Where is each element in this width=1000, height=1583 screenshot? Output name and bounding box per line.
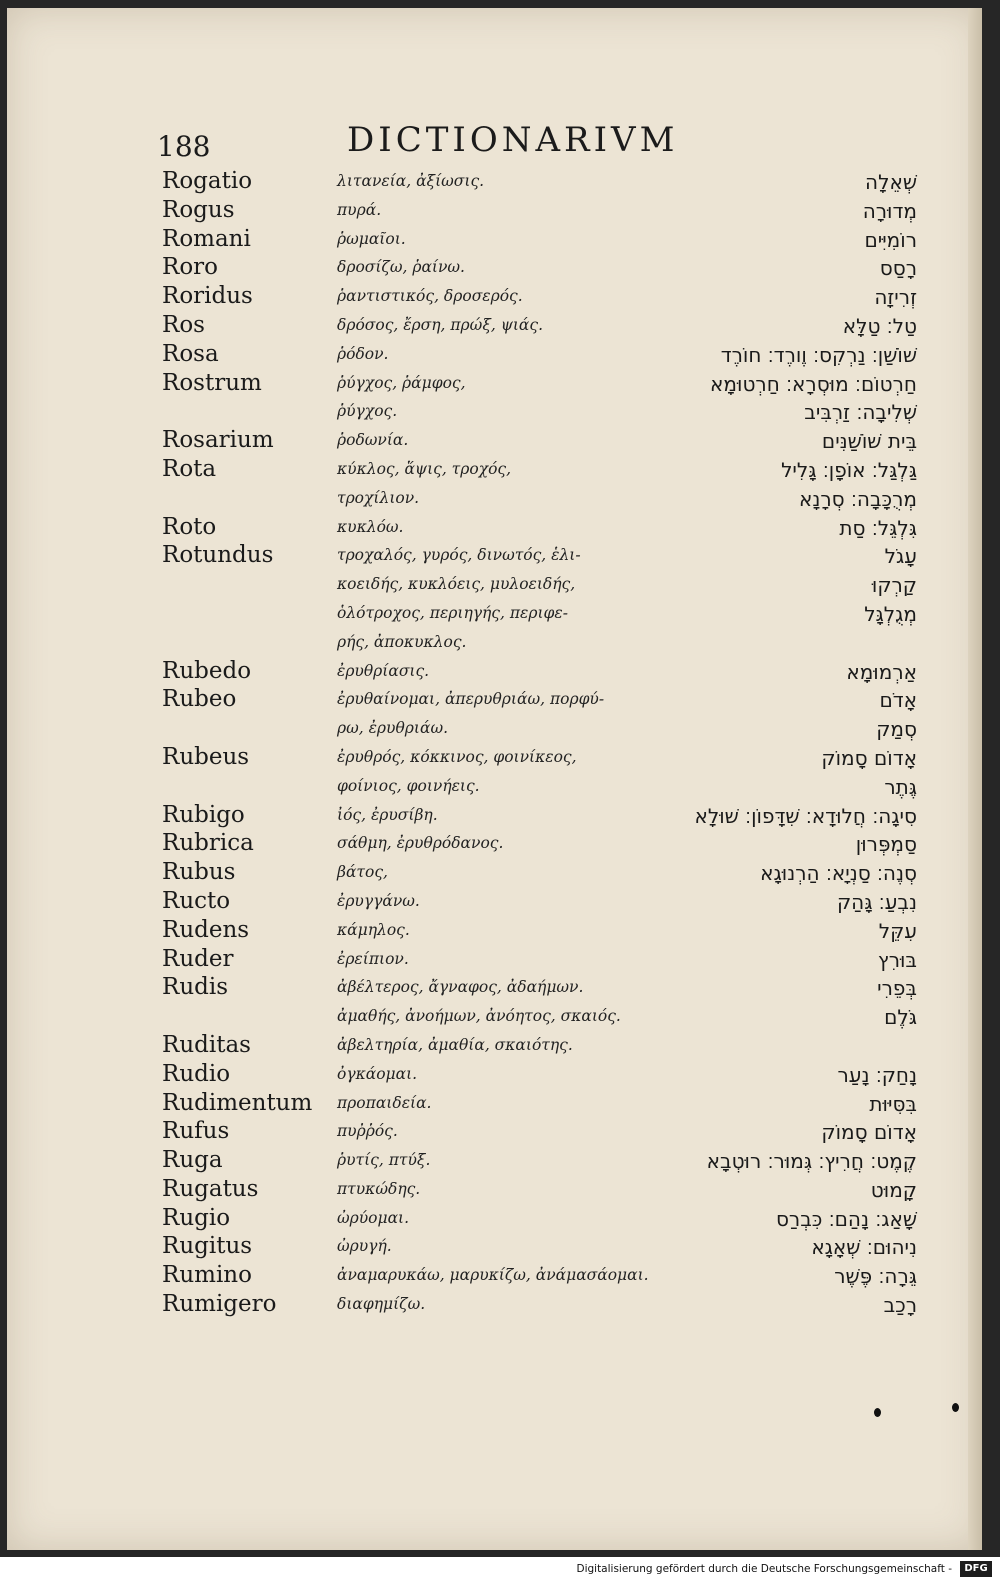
greek-gloss: ῥοδωνία. (337, 431, 409, 450)
latin-headword: Rogatio (162, 168, 253, 194)
dictionary-entry (7, 370, 982, 399)
dictionary-entry (7, 341, 982, 370)
dictionary-entry (7, 802, 982, 831)
greek-gloss: δροσίζω, ῥαίνω. (337, 258, 465, 277)
hebrew-gloss: סְנֶה׃ סַנְיָא׃ הַרְנוּגָא (760, 861, 917, 886)
hebrew-gloss: אַרְמוּמָא (846, 659, 917, 684)
dictionary-entry (7, 254, 982, 283)
hebrew-gloss: בְּפֵרִי (877, 976, 917, 1001)
dictionary-entry (7, 514, 982, 543)
greek-gloss: ὠρυγή. (337, 1237, 392, 1256)
hebrew-gloss: מְגֻלְגָּל (864, 601, 917, 626)
greek-gloss: ἐρυγγάνω. (337, 891, 420, 910)
dictionary-entry (7, 658, 982, 687)
latin-headword: Rugatus (162, 1175, 259, 1202)
dictionary-entry (7, 773, 982, 802)
greek-gloss: ρω, ἐρυθριάω. (337, 719, 449, 738)
dictionary-entry (7, 1118, 982, 1147)
footer-credit: Digitalisierung gefördert durch die Deutsche Forschungsgemeinschaft - (576, 1563, 952, 1575)
latin-headword: Rubrica (162, 830, 254, 857)
book-page (7, 8, 982, 1550)
dictionary-entry (7, 1032, 982, 1061)
dictionary-entry (7, 1176, 982, 1205)
greek-gloss: ῥυτίς, πτύξ. (337, 1151, 431, 1170)
latin-headword: Rubeus (162, 743, 250, 770)
greek-gloss: ἰός, ἐρυσίβη. (337, 805, 438, 824)
greek-gloss: ῥύγχος. (337, 402, 398, 421)
dictionary-entry (7, 1233, 982, 1262)
latin-headword: Rogus (162, 196, 235, 223)
hebrew-gloss: מְרֻכָּבָה׃ סְרָנָא (799, 486, 917, 511)
page-header (157, 120, 717, 164)
greek-gloss: ῥύγχος, ῥάμφος, (337, 373, 466, 392)
hebrew-gloss: עִקֵּל (878, 918, 917, 943)
greek-gloss: ῥαντιστικός, δροσερός. (337, 287, 523, 306)
dictionary-entry (7, 197, 982, 226)
dictionary-entries (7, 168, 982, 1320)
latin-headword: Rosarium (162, 427, 274, 454)
greek-gloss: προπαιδεία. (337, 1093, 432, 1112)
greek-gloss: ἀβέλτερος, ἄγναφος, ἀδαήμων. (337, 978, 584, 997)
hebrew-gloss: שְׁאֵלָה (865, 170, 917, 194)
hebrew-gloss: קֶמֶט׃ חֲרִיץ׃ גְּמוּר׃ רוּטְבָא (706, 1149, 917, 1174)
dictionary-entry (7, 859, 982, 888)
latin-headword: Ruder (162, 945, 234, 972)
dictionary-entry (7, 1090, 982, 1119)
latin-headword: Rostrum (162, 369, 262, 396)
hebrew-gloss: שָׁאַג׃ נָהַם׃ כִּבְרַס (775, 1206, 917, 1231)
hebrew-gloss: רוֹמִיִּים (864, 227, 917, 252)
latin-headword: Rotundus (162, 542, 274, 569)
latin-headword: Rugitus (162, 1233, 253, 1260)
greek-gloss: ρής, ἀποκυκλος. (337, 632, 467, 651)
hebrew-gloss: אָדֹם (879, 688, 917, 713)
hebrew-gloss: גֹּלֶם (884, 1005, 917, 1030)
hebrew-gloss: גִּלְגֵּל׃ סַת (839, 515, 917, 540)
latin-headword: Rumigero (162, 1291, 277, 1318)
hebrew-gloss: קָמוּט (870, 1177, 917, 1202)
dictionary-entry (7, 686, 982, 715)
dictionary-entry (7, 946, 982, 975)
page-number: 188 (157, 130, 211, 163)
dictionary-entry (7, 1147, 982, 1176)
latin-headword: Rudio (162, 1060, 231, 1087)
greek-gloss: βάτος, (337, 863, 388, 882)
latin-headword: Ruditas (162, 1031, 251, 1058)
dictionary-entry (7, 715, 982, 744)
latin-headword: Roro (162, 254, 219, 281)
dictionary-entry (7, 629, 982, 658)
dictionary-entry (7, 571, 982, 600)
dictionary-entry (7, 456, 982, 485)
latin-headword: Ruga (162, 1147, 223, 1174)
latin-headword: Roto (162, 513, 217, 540)
dictionary-entry (7, 398, 982, 427)
hebrew-gloss: בֵּית שׁוֹשַׁנִּים (821, 429, 917, 454)
dictionary-entry (7, 427, 982, 456)
dictionary-entry (7, 744, 982, 773)
greek-gloss: σάθμη, ἐρυθρόδανος. (337, 834, 504, 853)
greek-gloss: πυῤῥός. (337, 1122, 398, 1141)
latin-headword: Rugio (162, 1204, 231, 1231)
dictionary-entry (7, 1003, 982, 1032)
hebrew-gloss: נָחַק׃ נָעַר (837, 1062, 917, 1087)
hebrew-gloss: מְדוּרָה (862, 198, 917, 223)
hebrew-gloss: גֵּרָה׃ פֶּשֶׁר (834, 1264, 917, 1289)
latin-headword: Ructo (162, 887, 231, 914)
hebrew-gloss: זְרִיזָה (874, 285, 917, 310)
greek-gloss: ῥόδον. (337, 344, 389, 363)
greek-gloss: ὁλότροχος, περιηγής, περιφε- (337, 603, 568, 622)
greek-gloss: ὀγκάομαι. (337, 1064, 418, 1083)
hebrew-gloss: רָסַס (879, 256, 917, 281)
greek-gloss: τροχαλός, γυρός, δινωτός, ἑλι- (337, 546, 581, 565)
dictionary-entry (7, 226, 982, 255)
hebrew-gloss: אָדוֹם סָמוֹק (821, 745, 917, 770)
latin-headword: Rudimentum (162, 1089, 313, 1116)
hebrew-gloss: סַמְפְּרוּן (855, 832, 917, 857)
hebrew-gloss: עָגֹל (884, 544, 917, 569)
latin-headword: Romani (162, 225, 251, 252)
greek-gloss: ὠρύομαι. (337, 1208, 410, 1227)
hebrew-gloss: נִבְעַ׃ גָּהַק (836, 889, 917, 914)
latin-headword: Roridus (162, 283, 253, 310)
latin-headword: Rudens (162, 916, 250, 943)
dictionary-entry (7, 168, 982, 197)
hebrew-gloss: נִיהוּם׃ שְׁאָגָא (811, 1235, 917, 1260)
greek-gloss: δρόσος, ἔρση, πρώξ, ψιάς. (337, 315, 544, 334)
digitization-footer (0, 1557, 1000, 1583)
hebrew-gloss: חַרְטוֹם׃ מוּסְרָא׃ חַרְטוּמָא (710, 371, 917, 396)
running-title: DICTIONARIVM (347, 120, 679, 160)
ink-dot (952, 1403, 959, 1412)
dictionary-entry (7, 917, 982, 946)
greek-gloss: φοίνιος, φοινήεις. (337, 776, 480, 795)
dictionary-entry (7, 283, 982, 312)
hebrew-gloss: שְׁלִיבָה׃ זַרְבִּיב (804, 400, 917, 425)
greek-gloss: ἀβελτηρία, ἀμαθία, σκαιότης. (337, 1035, 573, 1054)
greek-gloss: κοειδής, κυκλόεις, μυλοειδής, (337, 575, 576, 594)
dictionary-entry (7, 1205, 982, 1234)
dictionary-entry (7, 485, 982, 514)
dictionary-entry (7, 1291, 982, 1320)
hebrew-gloss: בּוּרִץ (877, 947, 917, 972)
greek-gloss: πτυκώδης. (337, 1179, 421, 1198)
hebrew-gloss: קַרְקוּ (871, 573, 917, 598)
greek-gloss: τροχίλιον. (337, 488, 420, 507)
latin-headword: Rota (162, 455, 217, 482)
dictionary-entry (7, 600, 982, 629)
hebrew-gloss: סְמַק (876, 717, 917, 742)
greek-gloss: ἐρυθρίασις. (337, 661, 430, 680)
dictionary-entry (7, 888, 982, 917)
hebrew-gloss: טַל׃ טַלָּא (842, 313, 917, 338)
hebrew-gloss: בִּסִּיּוּת (869, 1091, 917, 1116)
latin-headword: Rudis (162, 974, 229, 1001)
greek-gloss: ἐρυθρός, κόκκινος, φοινίκεος, (337, 747, 577, 766)
dictionary-entry (7, 1262, 982, 1291)
greek-gloss: ἐρυθαίνομαι, ἀπερυθριάω, πορφύ- (337, 690, 605, 709)
greek-gloss: κάμηλος. (337, 920, 410, 939)
greek-gloss: κύκλος, ἅψις, τροχός, (337, 459, 512, 478)
latin-headword: Rubus (162, 859, 236, 886)
latin-headword: Rumino (162, 1262, 252, 1289)
latin-headword: Ros (162, 311, 205, 338)
greek-gloss: διαφημίζω. (337, 1295, 426, 1314)
dictionary-entry (7, 830, 982, 859)
latin-headword: Rubedo (162, 657, 252, 684)
greek-gloss: κυκλόω. (337, 517, 404, 536)
hebrew-gloss: רָכַב (883, 1293, 917, 1318)
hebrew-gloss: גֶּתֶר (884, 774, 917, 799)
latin-headword: Rosa (162, 340, 219, 367)
hebrew-gloss: אָדוֹם סָמוֹק (821, 1120, 917, 1145)
hebrew-gloss: שׁוֹשַׁן׃ נַרְקִס׃ וֶורֶד׃ חוֹרֶד (720, 342, 917, 367)
ink-dot (874, 1408, 881, 1417)
greek-gloss: πυρά. (337, 200, 382, 219)
dictionary-entry (7, 1061, 982, 1090)
greek-gloss: ἀμαθής, ἀνοήμων, ἀνόητος, σκαιός. (337, 1007, 621, 1026)
hebrew-gloss: סִיגָה׃ חֲלוּדָא׃ שִׁדָּפוֹן׃ שׁוּלָא (694, 803, 917, 828)
greek-gloss: λιτανεία, ἀξίωσις. (337, 172, 485, 190)
latin-headword: Rubigo (162, 801, 245, 828)
dictionary-entry (7, 542, 982, 571)
latin-headword: Rubeo (162, 686, 237, 713)
greek-gloss: ῥωμαῖοι. (337, 229, 406, 248)
latin-headword: Rufus (162, 1118, 230, 1145)
greek-gloss: ἐρείπιον. (337, 949, 409, 968)
hebrew-gloss: גַּלְגַּל׃ אוֹפָן׃ גָּלִיל (781, 457, 917, 482)
greek-gloss: ἀναμαρυκάω, μαρυκίζω, ἀνάμασάομαι. (337, 1266, 649, 1285)
dictionary-entry (7, 974, 982, 1003)
dictionary-entry (7, 312, 982, 341)
dfg-logo: DFG (960, 1561, 992, 1577)
